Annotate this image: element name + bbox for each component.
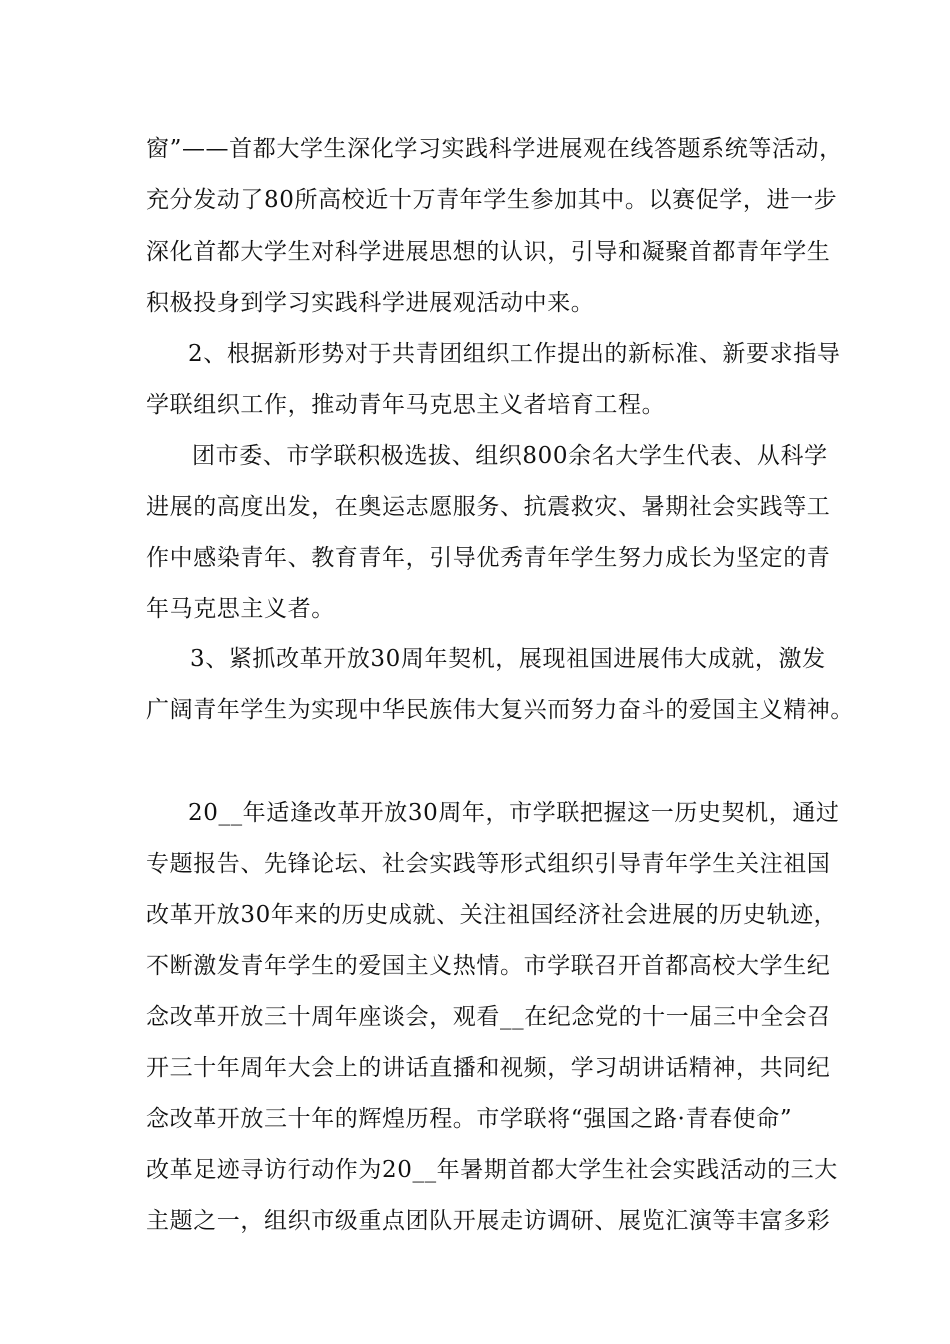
text-line-2: 充分发动了80所高校近十万青年学生参加其中。以赛促学，进一步 [146, 187, 838, 213]
text-line-3: 深化首都大学生对科学进展思想的认识，引导和凝聚首都青年学生 [146, 239, 831, 265]
text-line-6: 学联组织工作，推动青年马克思主义者培育工程。 [146, 392, 666, 418]
text-line-17: 念改革开放三十周年座谈会，观看__在纪念党的十一届三中全会召 [146, 1004, 831, 1030]
text-line-1: 窗”——首都大学生深化学习实践科学进展观在线答题系统等活动， [146, 136, 843, 162]
text-line-21: 主题之一，组织市级重点团队开展走访调研、展览汇演等丰富多彩 [146, 1208, 831, 1234]
text-line-16: 不断激发青年学生的爱国主义热情。市学联召开首都高校大学生纪 [146, 953, 831, 979]
text-line-15: 改革开放30年来的历史成就、关注祖国经济社会进展的历史轨迹， [146, 902, 838, 928]
text-line-5: 2、根据新形势对于共青团组织工作提出的新标准、新要求指导 [188, 341, 841, 367]
text-line-13: 20__年适逢改革开放30周年，市学联把握这一历史契机，通过 [188, 800, 840, 826]
text-line-18: 开三十年周年大会上的讲话直播和视频，学习胡讲话精神，共同纪 [146, 1055, 831, 1081]
text-line-10: 年马克思主义者。 [146, 596, 335, 622]
text-line-4: 积极投身到学习实践科学进展观活动中来。 [146, 290, 595, 316]
text-line-20: 改革足迹寻访行动作为20__年暑期首都大学生社会实践活动的三大 [146, 1157, 838, 1183]
text-line-11: 3、紧抓改革开放30周年契机，展现祖国进展伟大成就，激发 [190, 646, 826, 672]
text-line-9: 作中感染青年、教育青年，引导优秀青年学生努力成长为坚定的青 [146, 545, 831, 571]
text-line-19: 念改革开放三十年的辉煌历程。市学联将“强国之路·青春使命” [146, 1106, 793, 1132]
text-line-8: 进展的高度出发，在奥运志愿服务、抗震救灾、暑期社会实践等工 [146, 494, 831, 520]
text-line-7: 团市委、市学联积极选拔、组织800余名大学生代表、从科学 [192, 443, 828, 469]
text-line-12: 广阔青年学生为实现中华民族伟大复兴而努力奋斗的爱国主义精神。 [146, 697, 854, 723]
text-line-14: 专题报告、先锋论坛、社会实践等形式组织引导青年学生关注祖国 [146, 851, 831, 877]
